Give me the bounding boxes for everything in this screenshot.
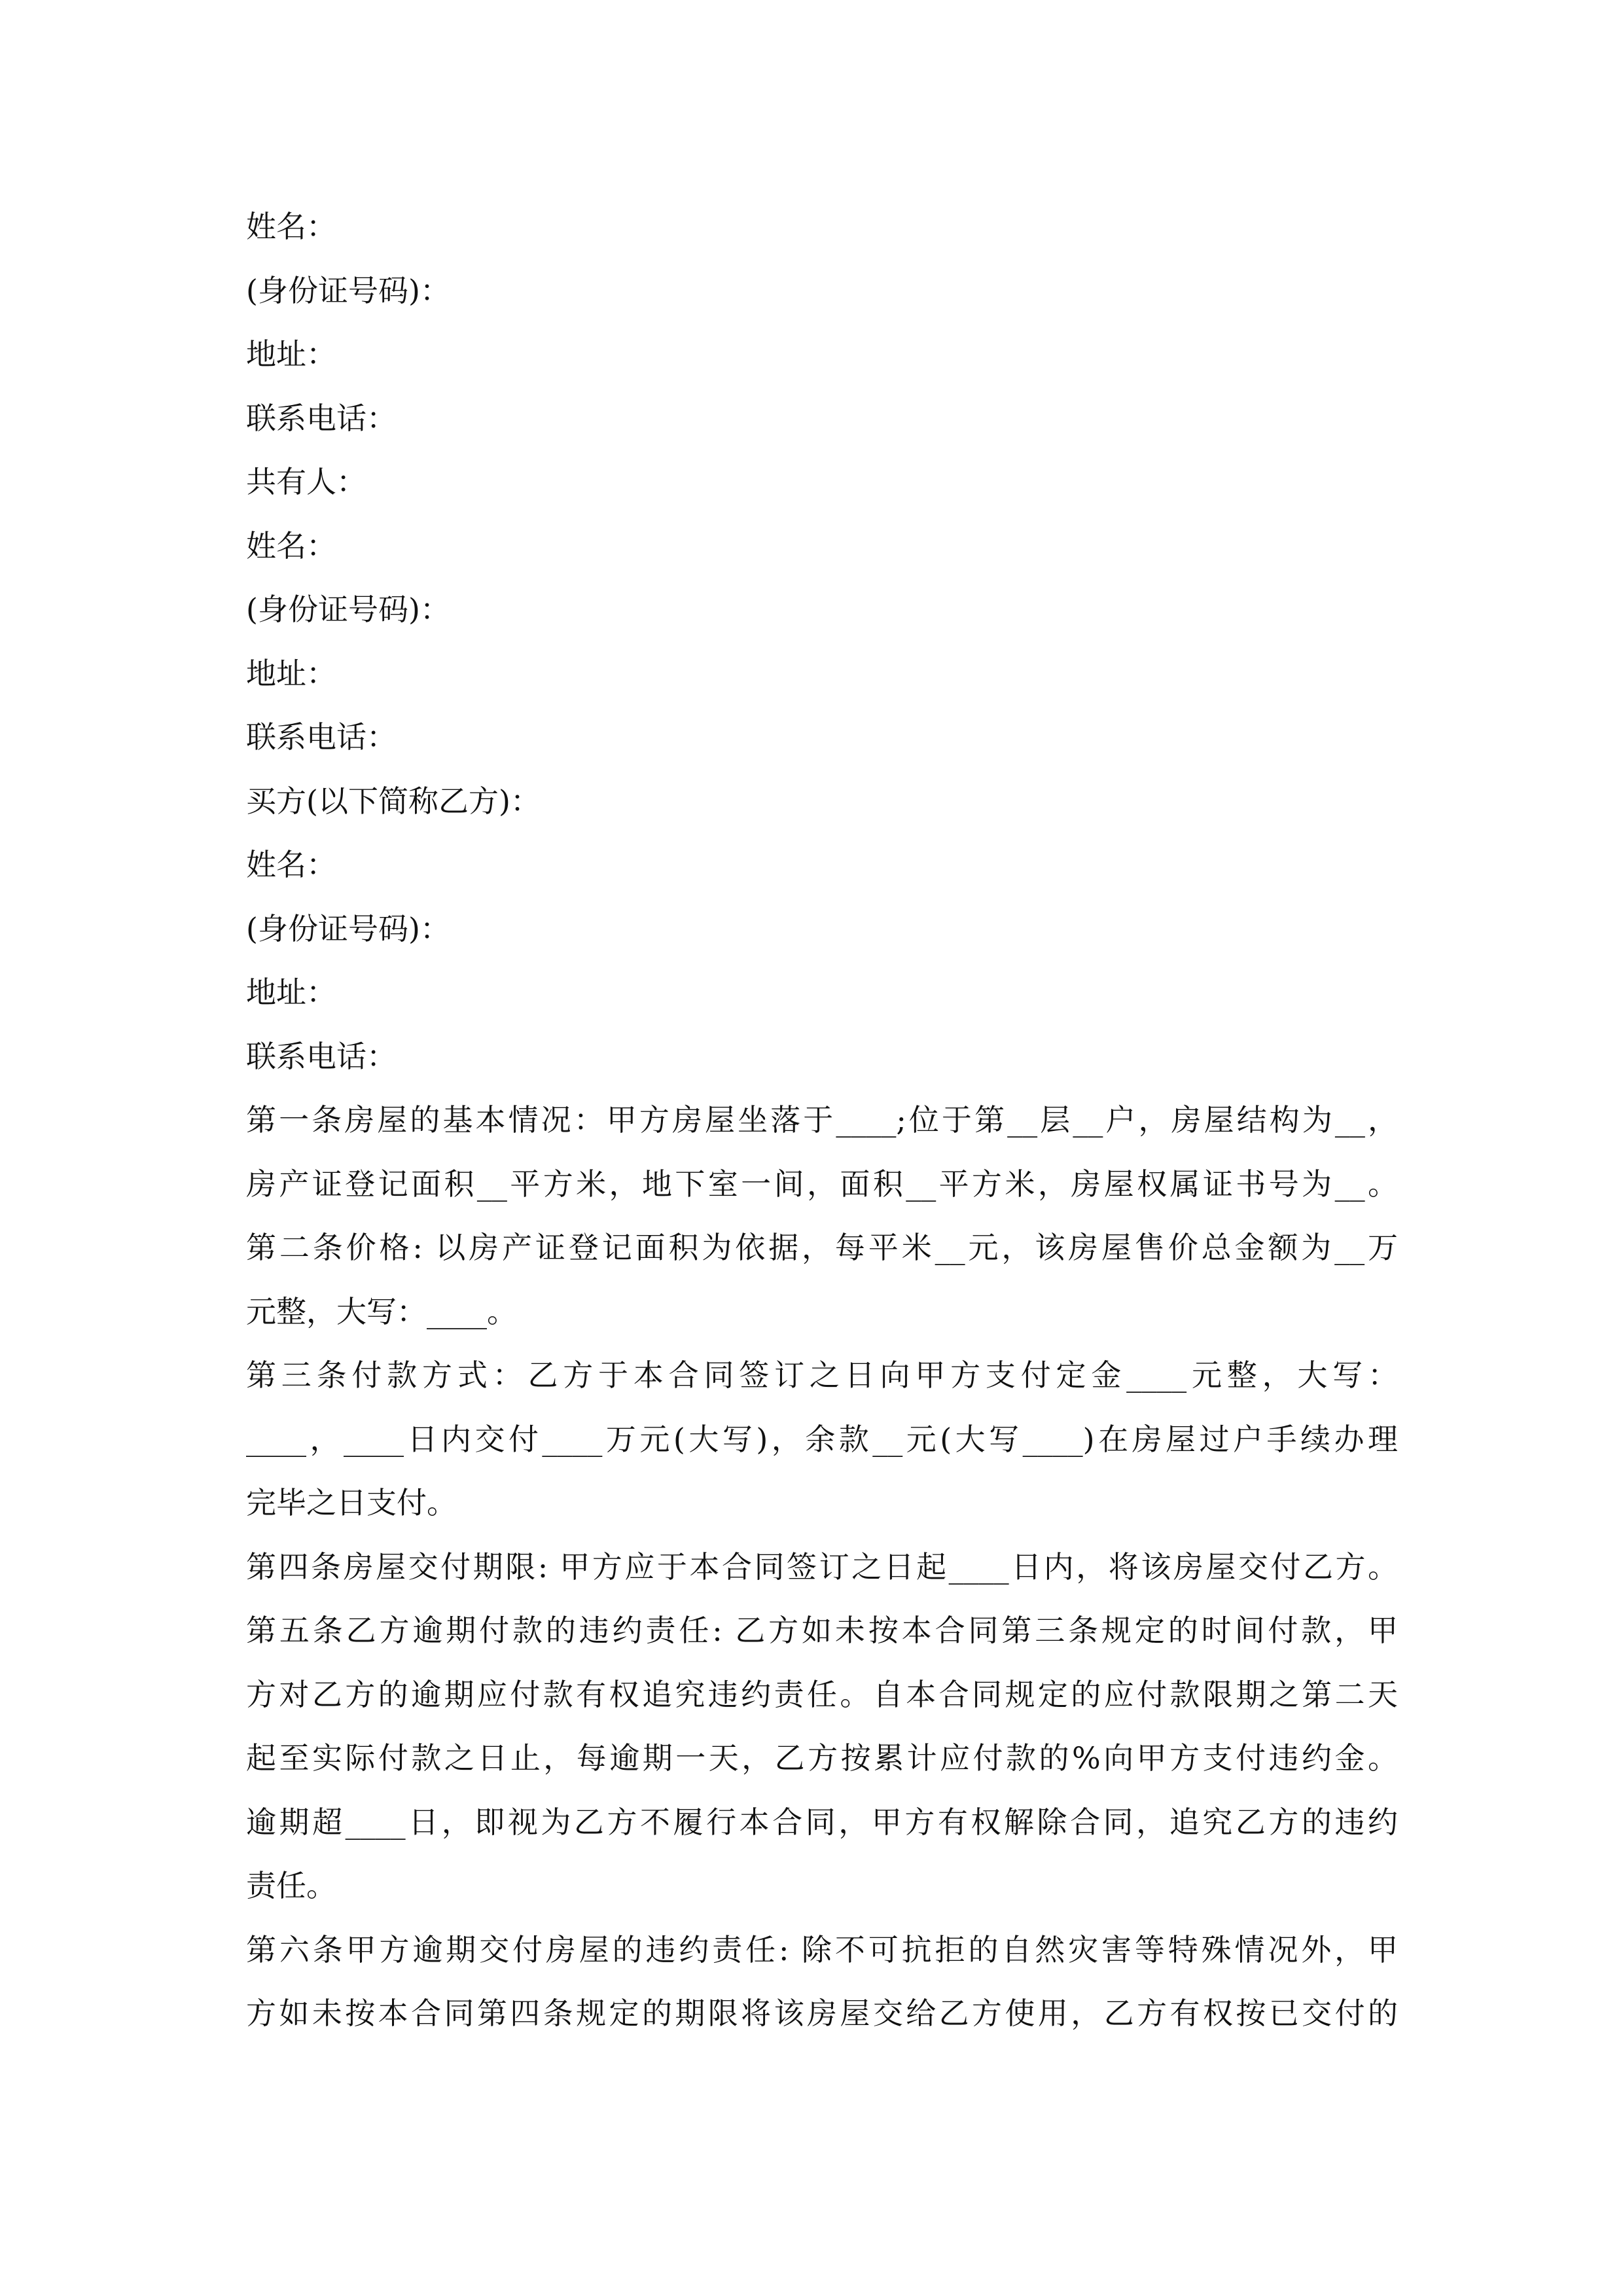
article-3-line-3: 完毕之日支付。 [246, 1485, 457, 1520]
article-1-line-1: 第一条房屋的基本情况：甲方房屋坐落于____;位于第__层__户，房屋结构为__， [246, 1102, 1398, 1138]
seller-name-label: 姓名： [246, 209, 336, 244]
article-5-line-5: 责任。 [246, 1868, 336, 1903]
article-5-line-2: 方对乙方的逾期应付款有权追究违约责任。自本合同规定的应付款限期之第二天 [246, 1676, 1398, 1712]
article-6-line-2: 方如未按本合同第四条规定的期限将该房屋交给乙方使用，乙方有权按已交付的 [246, 1996, 1398, 2031]
article-1-line-2: 房产证登记面积__平方米，地下室一间，面积__平方米，房屋权属证书号为__。 [246, 1166, 1398, 1202]
article-5-line-4: 逾期超____日，即视为乙方不履行本合同，甲方有权解除合同，追究乙方的违约 [246, 1804, 1398, 1840]
co-owner-id-label: (身份证号码)： [246, 592, 450, 627]
co-owner-phone-label: 联系电话： [246, 719, 397, 755]
buyer-heading: 买方(以下简称乙方)： [246, 783, 541, 819]
buyer-id-label: (身份证号码)： [246, 910, 450, 946]
document-body [246, 195, 1398, 2046]
co-owner-address-label: 地址： [246, 655, 336, 691]
buyer-phone-label: 联系电话： [246, 1038, 397, 1074]
article-3-line-2: ____，____日内交付____万元(大写)，余款__元(大写____)在房屋过户手续办理 [246, 1421, 1398, 1457]
article-5-line-1: 第五条乙方逾期付款的违约责任: 乙方如未按本合同第三条规定的时间付款，甲 [246, 1613, 1398, 1648]
seller-address-label: 地址： [246, 336, 336, 372]
article-2-line-2: 元整，大写：____。 [246, 1293, 517, 1329]
article-2-line-1: 第二条价格: 以房产证登记面积为依据，每平米__元，该房屋售价总金额为__万 [246, 1230, 1398, 1265]
article-3-line-1: 第三条付款方式：乙方于本合同签订之日向甲方支付定金____元整，大写： [246, 1357, 1398, 1393]
seller-phone-label: 联系电话： [246, 400, 397, 436]
article-5-line-3: 起至实际付款之日止，每逾期一天，乙方按累计应付款的%向甲方支付违约金。 [246, 1740, 1398, 1776]
co-owner-name-label: 姓名： [246, 528, 336, 564]
buyer-name-label: 姓名： [246, 847, 336, 882]
buyer-address-label: 地址： [246, 975, 336, 1010]
article-4-line-1: 第四条房屋交付期限: 甲方应于本合同签订之日起____日内，将该房屋交付乙方。 [246, 1549, 1398, 1585]
seller-id-label: (身份证号码)： [246, 272, 450, 308]
article-6-line-1: 第六条甲方逾期交付房屋的违约责任: 除不可抗拒的自然灾害等特殊情况外，甲 [246, 1931, 1398, 1967]
co-owner-heading: 共有人： [246, 464, 366, 499]
